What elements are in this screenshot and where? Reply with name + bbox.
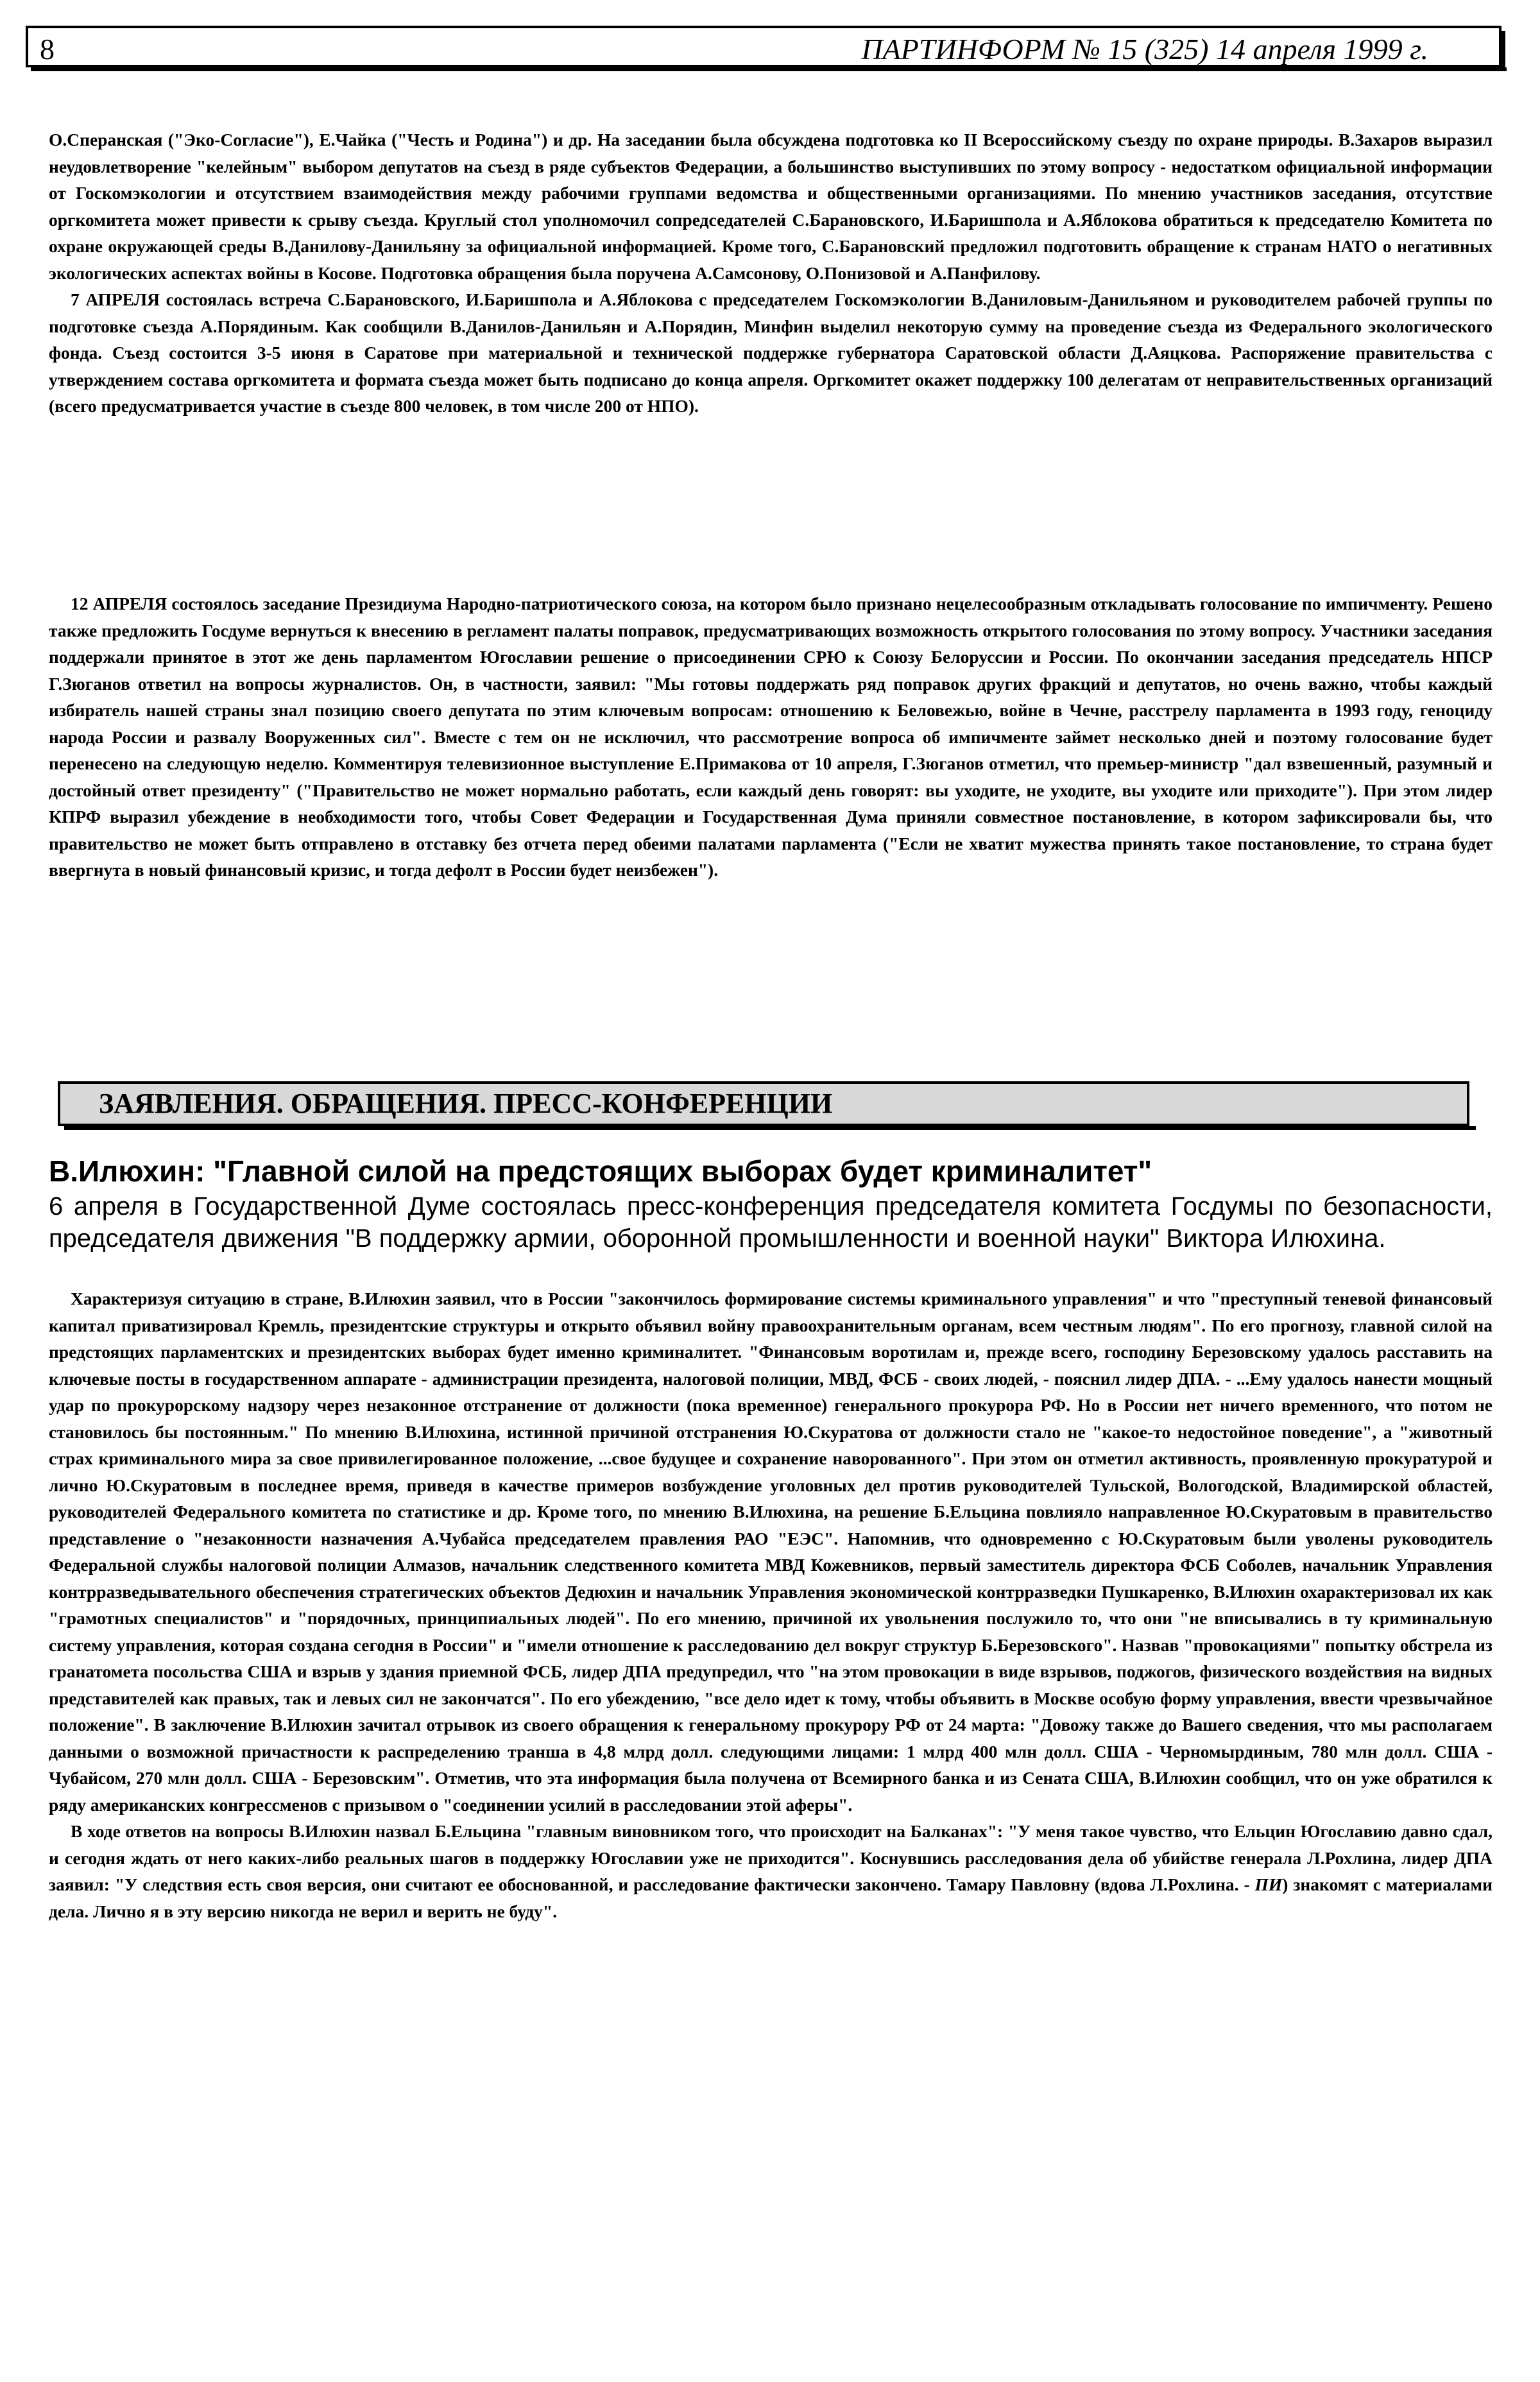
text-span: ) знакомят с материалами дела. Лично я в эту версию никогда не верил и верить не буду". [49, 1874, 1493, 1921]
section-banner: ЗАЯВЛЕНИЯ. ОБРАЩЕНИЯ. ПРЕСС-КОНФЕРЕНЦИИ [58, 1081, 1469, 1126]
section2-block [49, 590, 1493, 884]
page-number: 8 [40, 33, 55, 65]
header-shadow-side [1502, 31, 1505, 71]
article-lead: 6 апреля в Государственной Думе состоялась пресс-конференция председателя комитета Госдумы по безопасности, председателя движения "В поддержку армии, оборонной промышленности и военной науки" Виктора Илюхина. [49, 1192, 1493, 1253]
paragraph [49, 1818, 1493, 1924]
abbrev-italic: ПИ [1254, 1874, 1283, 1894]
banner-shadow [64, 1126, 1476, 1130]
page-header [26, 26, 1502, 67]
header-shadow [31, 67, 1507, 71]
paragraph: 12 АПРЕЛЯ состоялось заседание Президиума Народно-патриотического союза, на котором было признано нецелесообразным откладывать голосование по импичменту. Решено также предложить Госдуме вернуться к внесению в регламент палаты поправок, предусматривающих возможность открытого голосования по этому вопросу. Участники заседания поддержали принятое в этот же день парламентом Югославии решение о присоединении СРЮ к Союзу Белоруссии и России. По окончании заседания председатель НПСР Г.Зюганов ответил на вопросы журналистов. Он, в частности, заявил: "Мы готовы поддержать ряд поправок других фракций и депутатов, но очень важно, чтобы каждый избиратель нашей страны знал позицию своего депутата по этим ключевым вопросам: отношению к Беловежью, войне в Чечне, расстрелу парламента в 1993 году, геноциду народа России и развалу Вооруженных сил". Вместе с тем он не исключил, что рассмотрение вопроса об импичменте займет несколько дней и поэтому голосование будет перенесено на следующую неделю. Комментируя телевизионное выступление Е.Примакова от 10 апреля, Г.Зюганов отметил, что премьер-министр "дал взвешенный, разумный и достойный ответ президенту" ("Правительство не может нормально работать, если каждый день говорят: вы уходите, не уходите, вы уходите или приходите"). При этом лидер КПРФ выразил убеждение в необходимости того, чтобы Совет Федерации и Государственная Дума приняли совместное постановление, в котором зафиксировали бы, что правительство не может быть отправлено в отставку без отчета перед обеими палатами парламента ("Если не хватит мужества принять такое постановление, то страна будет ввергнута в новый финансовый кризис, и тогда дефолт в России будет неизбежен"). [49, 594, 1493, 880]
section1-block [49, 126, 1493, 420]
publication-title: ПАРТИНФОРМ № 15 (325) 14 апреля 1999 г. [861, 33, 1428, 65]
article-body [49, 1285, 1493, 1924]
paragraph: О.Сперанская ("Эко-Согласие"), Е.Чайка ("Честь и Родина") и др. На заседании была обсуждена подготовка ко II Всероссийскому съезду по охране природы. В.Захаров выразил неудовлетворение "келейным" выбором депутатов на съезд в ряде субъектов Федерации, а большинство выступивших по этому вопросу - недостатком официальной информации от Госкомэкологии и отсутствием взаимодействия между рабочими группами ведомства и общественными организациями. По мнению участников заседания, отсутствие оргкомитета может привести к срыву съезда. Круглый стол уполномочил сопредседателей С.Барановского, И.Баришпола и А.Яблокова обратиться к председателю Комитета по охране окружающей среды В.Данилову-Данильяну за официальной информацией. Кроме того, С.Барановский предложил подготовить обращение к странам НАТО о негативных экологических аспектах войны в Косове. Подготовка обращения была поручена А.Самсонову, О.Понизовой и А.Панфилову. [49, 130, 1493, 283]
paragraph: Характеризуя ситуацию в стране, В.Илюхин заявил, что в России "закончилось формирование системы криминального управления" и что "преступный теневой финансовый капитал приватизировал Кремль, президентские структуры и открыто объявил войну правоохранительным органам, всем честным людям". По его прогнозу, главной силой на предстоящих парламентских и президентских выборах будет именно криминалитет. "Финансовым воротилам и, прежде всего, господину Березовскому удалось расставить на ключевые посты в государственном аппарате - администрации президента, налоговой полиции, МВД, ФСБ - своих людей, - пояснил лидер ДПА. - ...Ему удалось нанести мощный удар по прокурорскому надзору через незаконное отстранение от должности (пока временное) генерального прокурора РФ. Но в России нет ничего временного, что потом не становилось бы постоянным." По мнению В.Илюхина, истинной причиной отстранения Ю.Скуратова от должности стало не "какое-то недостойное поведение", а "животный страх криминального мира за свое привилегированное положение, ...свое будущее и сохранение наворованного". При этом он отметил активность, проявленную прокуратурой и лично Ю.Скуратовым в последнее время, приведя в качестве примеров возбуждение уголовных дел против руководителей Тульской, Вологодской, Владимирской областей, руководителей Федерального комитета по статистике и др. Кроме того, по мнению В.Илюхина, на решение Б.Ельцина повлияло направленное Ю.Скуратовым в правительство представление о "незаконности назначения А.Чубайса председателем правления РАО "ЕЭС". Напомнив, что одновременно с Ю.Скуратовым были уволены руководитель Федеральной службы налоговой полиции Алмазов, начальник следственного комитета МВД Кожевников, первый заместитель директора ФСБ Соболев, начальник Управления контрразведывательного обеспечения стратегических объектов Дедюхин и начальник Управления экономической контрразведки Пушкаренко, В.Илюхин охарактеризовал их как "грамотных специалистов" и "порядочных, принципиальных людей". По его мнению, причиной их увольнения послужило то, что они "не вписывались в ту криминальную систему управления, которая создана сегодня в России" и "имели отношение к расследованию дел вокруг структур Б.Березовского". Назвав "провокациями" попытку обстрела из гранатомета посольства США и взрыв у здания приемной ФСБ, лидер ДПА предупредил, что "на этом провокации в виде взрывов, поджогов, физического воздействия на видных представителей как правых, так и левых сил не закончатся". По его убеждению, "все дело идет к тому, чтобы объявить в Москве особую форму управления, ввести чрезвычайное положение". В заключение В.Илюхин зачитал отрывок из своего обращения к генеральному прокурору РФ от 24 марта: "Довожу также до Вашего сведения, что мы располагаем данными о возможной причастности к распределению транша в 4,8 млрд долл. следующими лицами: 1 млрд 400 млн долл. США - Черномырдиным, 780 млн долл. США - Чубайсом, 270 млн долл. США - Березовским". Отметив, что эта информация была получена от Всемирного банка и из Сената США, В.Илюхин сообщил, что он уже обратился к ряду американских конгрессменов с призывом о "соединении усилий в расследовании этой аферы". [49, 1289, 1493, 1815]
text-span: В ходе ответов на вопросы В.Илюхин назвал Б.Ельцина "главным виновником того, что происходит на Балканах": "У меня такое чувство, что Ельцин Югославию давно сдал, и сегодня ждать от него каких-либо реальных шагов в поддержку Югославии уже не приходится". Коснувшись расследования дела об убийстве генерала Л.Рохлина, лидер ДПА заявил: "У следствия есть своя версия, они считают ее обоснованной, и расследование фактически закончено. Тамару Павловну (вдова Л.Рохлина. - [49, 1821, 1493, 1894]
article-headline: В.Илюхин: "Главной силой на предстоящих выборах будет криминалитет" [49, 1154, 1152, 1188]
paragraph: 7 АПРЕЛЯ состоялась встреча С.Барановского, И.Баришпола и А.Яблокова с председателем Госкомэкологии В.Даниловым-Данильяном и руководителем рабочей группы по подготовке съезда А.Порядиным. Как сообщили В.Данилов-Данильян и А.Порядин, Минфин выделил некоторую сумму на проведение съезда из Федерального экологического фонда. Съезд состоится 3-5 июня в Саратове при материальной и технической поддержке губернатора Саратовской области Д.Аяцкова. Распоряжение правительства с утверждением состава оргкомитета и формата съезда может быть подписано до конца апреля. Оргкомитет окажет поддержку 100 делегатам от неправительственных организаций (всего предусматривается участие в съезде 800 человек, в том числе 200 от НПО). [49, 289, 1493, 416]
